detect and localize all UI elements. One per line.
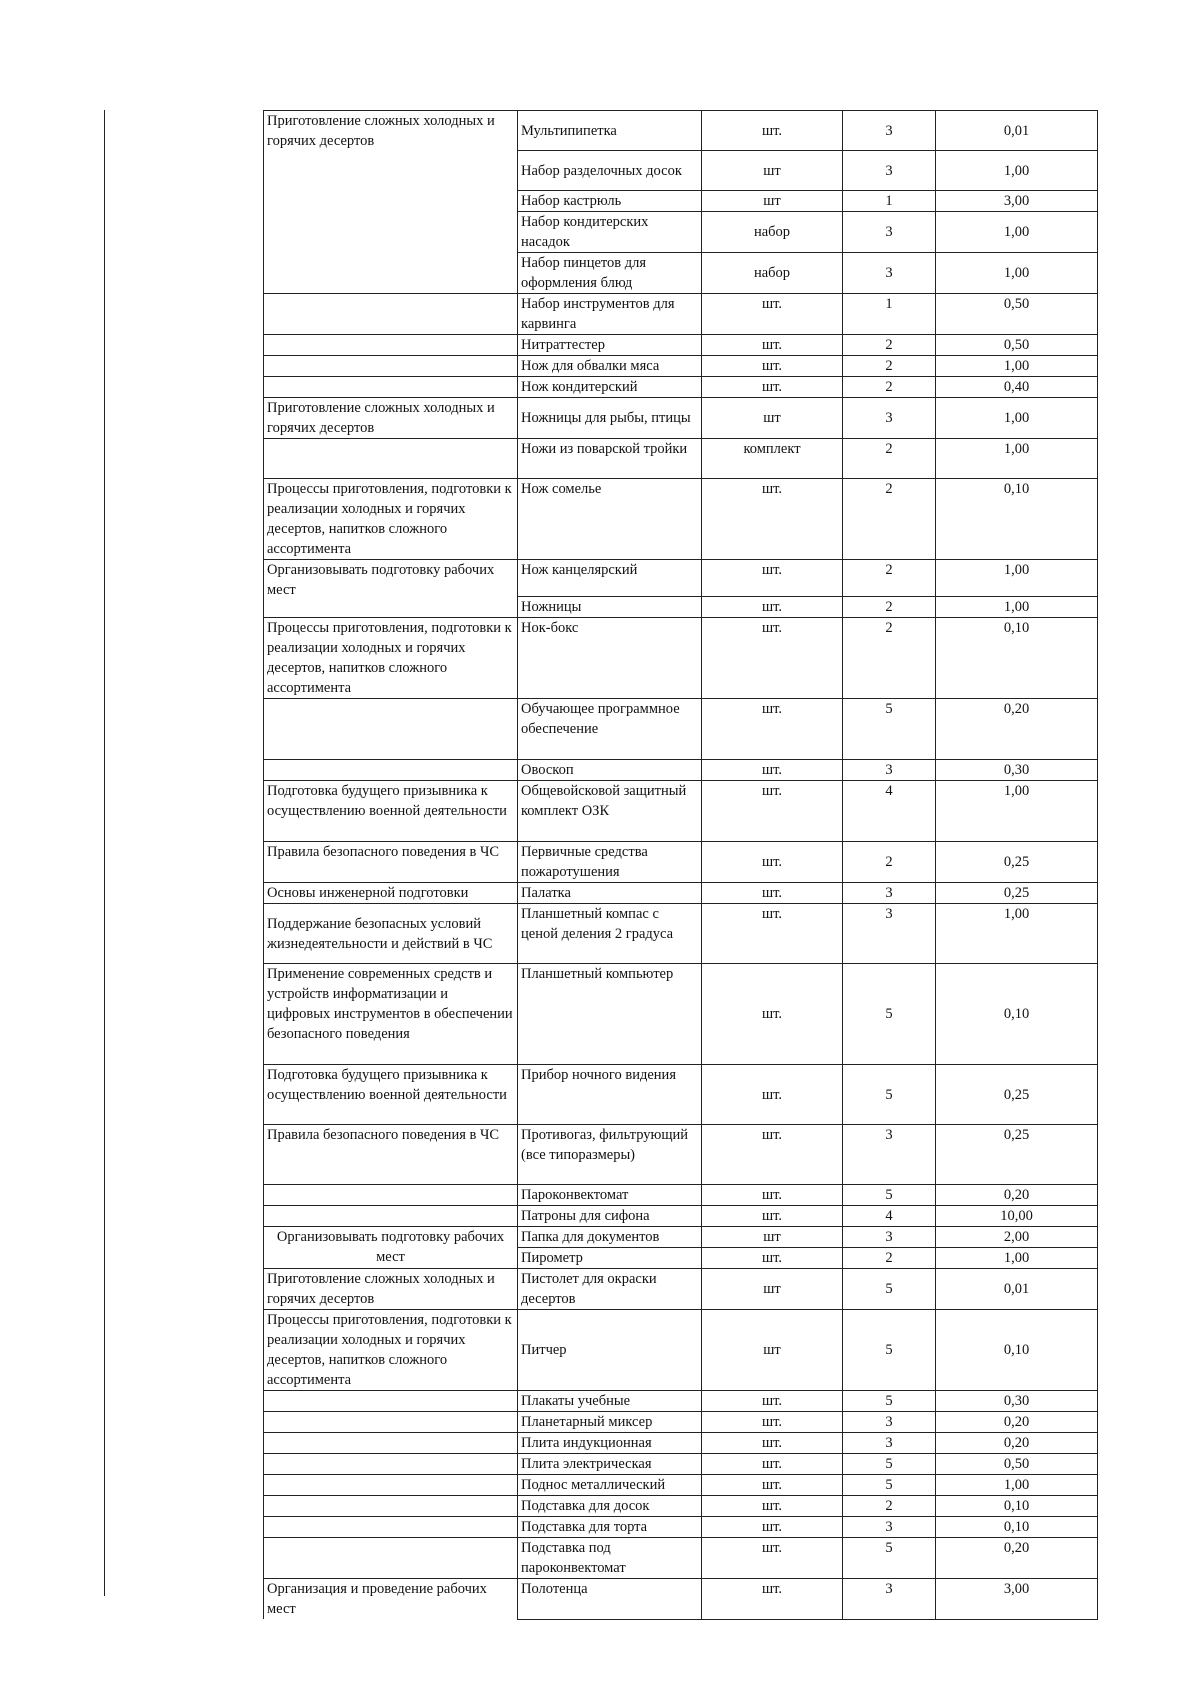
item-name-cell: Нож кондитерский xyxy=(518,377,702,398)
item-name-cell: Противогаз, фильтрующий (все типоразмеры) xyxy=(518,1125,702,1185)
quantity-cell: 3 xyxy=(843,883,936,904)
quantity-cell: 2 xyxy=(843,335,936,356)
item-name-cell: Прибор ночного видения xyxy=(518,1065,702,1125)
unit-cell: шт. xyxy=(702,377,843,398)
item-name-cell: Пароконвектомат xyxy=(518,1185,702,1206)
unit-cell: шт. xyxy=(702,1517,843,1538)
coefficient-cell: 1,00 xyxy=(936,253,1098,294)
unit-cell: шт. xyxy=(702,618,843,699)
unit-cell: шт. xyxy=(702,560,843,597)
coefficient-cell: 0,10 xyxy=(936,479,1098,560)
quantity-cell: 5 xyxy=(843,1310,936,1391)
quantity-cell: 3 xyxy=(843,151,936,191)
table-row xyxy=(264,294,1098,335)
item-name-cell: Планшетный компас с ценой деления 2 градуса xyxy=(518,904,702,964)
table-row xyxy=(264,618,1098,699)
unit-cell: шт xyxy=(702,151,843,191)
table-row xyxy=(264,439,1098,479)
section-cell xyxy=(264,335,518,356)
unit-cell: шт. xyxy=(702,842,843,883)
coefficient-cell: 1,00 xyxy=(936,439,1098,479)
quantity-cell: 5 xyxy=(843,1065,936,1125)
unit-cell: шт xyxy=(702,398,843,439)
table-row xyxy=(264,377,1098,398)
coefficient-cell: 0,25 xyxy=(936,1065,1098,1125)
item-name-cell: Нитраттестер xyxy=(518,335,702,356)
unit-cell: шт xyxy=(702,1310,843,1391)
section-cell xyxy=(264,1454,518,1475)
section-cell xyxy=(264,1185,518,1206)
quantity-cell: 2 xyxy=(843,356,936,377)
item-name-cell: Патроны для сифона xyxy=(518,1206,702,1227)
coefficient-cell: 0,10 xyxy=(936,964,1098,1065)
unit-cell: шт. xyxy=(702,883,843,904)
coefficient-cell: 1,00 xyxy=(936,1475,1098,1496)
unit-cell: шт. xyxy=(702,1433,843,1454)
unit-cell: шт. xyxy=(702,479,843,560)
section-cell: Организовывать подготовку рабочих мест xyxy=(264,560,518,618)
quantity-cell: 4 xyxy=(843,1206,936,1227)
item-name-cell: Общевойсковой защитный комплект ОЗК xyxy=(518,781,702,842)
coefficient-cell: 1,00 xyxy=(936,904,1098,964)
unit-cell: комплект xyxy=(702,439,843,479)
table-row xyxy=(264,904,1098,964)
section-cell xyxy=(264,1496,518,1517)
table-row xyxy=(264,1391,1098,1412)
unit-cell: шт. xyxy=(702,111,843,151)
table-row xyxy=(264,560,1098,597)
quantity-cell: 3 xyxy=(843,1433,936,1454)
section-cell: Организация и проведение рабочих мест xyxy=(264,1579,518,1620)
section-cell: Подготовка будущего призывника к осуществлению военной деятельности xyxy=(264,781,518,842)
quantity-cell: 3 xyxy=(843,904,936,964)
coefficient-cell: 1,00 xyxy=(936,398,1098,439)
section-cell: Правила безопасного поведения в ЧС xyxy=(264,842,518,883)
section-cell xyxy=(264,1517,518,1538)
section-cell xyxy=(264,356,518,377)
item-name-cell: Планшетный компьютер xyxy=(518,964,702,1065)
section-cell xyxy=(264,1412,518,1433)
coefficient-cell: 1,00 xyxy=(936,356,1098,377)
unit-cell: шт. xyxy=(702,760,843,781)
item-name-cell: Подставка под пароконвектомат xyxy=(518,1538,702,1579)
table-row xyxy=(264,1412,1098,1433)
item-name-cell: Плита электрическая xyxy=(518,1454,702,1475)
section-cell xyxy=(264,294,518,335)
table-row xyxy=(264,1310,1098,1391)
quantity-cell: 2 xyxy=(843,560,936,597)
coefficient-cell: 0,50 xyxy=(936,335,1098,356)
quantity-cell: 2 xyxy=(843,597,936,618)
quantity-cell: 2 xyxy=(843,377,936,398)
table-row xyxy=(264,1538,1098,1579)
coefficient-cell: 0,25 xyxy=(936,883,1098,904)
table-row xyxy=(264,479,1098,560)
section-cell xyxy=(264,1206,518,1227)
item-name-cell: Ножи из поварской тройки xyxy=(518,439,702,479)
quantity-cell: 2 xyxy=(843,1248,936,1269)
coefficient-cell: 0,20 xyxy=(936,699,1098,760)
quantity-cell: 5 xyxy=(843,1538,936,1579)
section-cell xyxy=(264,760,518,781)
section-cell: Процессы приготовления, подготовки к реализации холодных и горячих десертов, напитков сложного ассортимента xyxy=(264,1310,518,1391)
table-row xyxy=(264,1227,1098,1248)
item-name-cell: Питчер xyxy=(518,1310,702,1391)
section-cell xyxy=(264,1538,518,1579)
section-cell: Правила безопасного поведения в ЧС xyxy=(264,1125,518,1185)
table-row xyxy=(264,1579,1098,1620)
item-name-cell: Овоскоп xyxy=(518,760,702,781)
item-name-cell: Плакаты учебные xyxy=(518,1391,702,1412)
item-name-cell: Первичные средства пожаротушения xyxy=(518,842,702,883)
coefficient-cell: 1,00 xyxy=(936,781,1098,842)
table-row xyxy=(264,1433,1098,1454)
table-row xyxy=(264,398,1098,439)
unit-cell: шт. xyxy=(702,781,843,842)
unit-cell: шт. xyxy=(702,1412,843,1433)
table-row xyxy=(264,111,1098,151)
coefficient-cell: 1,00 xyxy=(936,1248,1098,1269)
unit-cell: шт. xyxy=(702,1454,843,1475)
section-cell: Поддержание безопасных условий жизнедеятельности и действий в ЧС xyxy=(264,904,518,964)
quantity-cell: 1 xyxy=(843,294,936,335)
table-row xyxy=(264,1269,1098,1310)
table-row xyxy=(264,1125,1098,1185)
quantity-cell: 3 xyxy=(843,398,936,439)
section-cell: Процессы приготовления, подготовки к реализации холодных и горячих десертов, напитков сложного ассортимента xyxy=(264,479,518,560)
item-name-cell: Полотенца xyxy=(518,1579,702,1620)
item-name-cell: Палатка xyxy=(518,883,702,904)
quantity-cell: 5 xyxy=(843,699,936,760)
item-name-cell: Подставка для досок xyxy=(518,1496,702,1517)
coefficient-cell: 0,10 xyxy=(936,618,1098,699)
coefficient-cell: 0,25 xyxy=(936,842,1098,883)
unit-cell: шт. xyxy=(702,356,843,377)
item-name-cell: Нож для обвалки мяса xyxy=(518,356,702,377)
item-name-cell: Обучающее программное обеспечение xyxy=(518,699,702,760)
quantity-cell: 5 xyxy=(843,1269,936,1310)
unit-cell: набор xyxy=(702,212,843,253)
table-row xyxy=(264,1475,1098,1496)
unit-cell: шт. xyxy=(702,1579,843,1620)
coefficient-cell: 10,00 xyxy=(936,1206,1098,1227)
section-cell: Процессы приготовления, подготовки к реализации холодных и горячих десертов, напитков сложного ассортимента xyxy=(264,618,518,699)
quantity-cell: 5 xyxy=(843,1185,936,1206)
coefficient-cell: 0,30 xyxy=(936,1391,1098,1412)
table-row xyxy=(264,335,1098,356)
unit-cell: шт. xyxy=(702,1185,843,1206)
section-cell: Организовывать подготовку рабочих мест xyxy=(264,1227,518,1269)
table-row xyxy=(264,964,1098,1065)
section-cell xyxy=(264,1433,518,1454)
quantity-cell: 3 xyxy=(843,1412,936,1433)
quantity-cell: 2 xyxy=(843,1496,936,1517)
item-name-cell: Плита индукционная xyxy=(518,1433,702,1454)
quantity-cell: 3 xyxy=(843,212,936,253)
unit-cell: шт. xyxy=(702,597,843,618)
table-row xyxy=(264,883,1098,904)
quantity-cell: 5 xyxy=(843,964,936,1065)
coefficient-cell: 0,20 xyxy=(936,1433,1098,1454)
item-name-cell: Пистолет для окраски десертов xyxy=(518,1269,702,1310)
table-row xyxy=(264,760,1098,781)
unit-cell: шт. xyxy=(702,294,843,335)
coefficient-cell: 0,30 xyxy=(936,760,1098,781)
coefficient-cell: 0,10 xyxy=(936,1517,1098,1538)
unit-cell: шт. xyxy=(702,1496,843,1517)
quantity-cell: 3 xyxy=(843,1125,936,1185)
section-cell: Приготовление сложных холодных и горячих десертов xyxy=(264,398,518,439)
unit-cell: шт. xyxy=(702,335,843,356)
quantity-cell: 5 xyxy=(843,1391,936,1412)
unit-cell: шт. xyxy=(702,1248,843,1269)
coefficient-cell: 0,01 xyxy=(936,111,1098,151)
coefficient-cell: 0,50 xyxy=(936,1454,1098,1475)
unit-cell: шт xyxy=(702,1269,843,1310)
table-row xyxy=(264,1496,1098,1517)
table-row xyxy=(264,842,1098,883)
item-name-cell: Набор кастрюль xyxy=(518,191,702,212)
unit-cell: шт. xyxy=(702,964,843,1065)
item-name-cell: Подставка для торта xyxy=(518,1517,702,1538)
coefficient-cell: 3,00 xyxy=(936,191,1098,212)
item-name-cell: Ножницы для рыбы, птицы xyxy=(518,398,702,439)
section-cell: Применение современных средств и устройств информатизации и цифровых инструментов в обеспечении безопасного поведения xyxy=(264,964,518,1065)
quantity-cell: 5 xyxy=(843,1475,936,1496)
quantity-cell: 3 xyxy=(843,1579,936,1620)
coefficient-cell: 0,40 xyxy=(936,377,1098,398)
table-row xyxy=(264,1065,1098,1125)
unit-cell: шт xyxy=(702,191,843,212)
table-row xyxy=(264,1185,1098,1206)
section-cell: Приготовление сложных холодных и горячих десертов xyxy=(264,111,518,294)
unit-cell: набор xyxy=(702,253,843,294)
item-name-cell: Пирометр xyxy=(518,1248,702,1269)
coefficient-cell: 0,20 xyxy=(936,1538,1098,1579)
item-name-cell: Нок-бокс xyxy=(518,618,702,699)
unit-cell: шт. xyxy=(702,1475,843,1496)
coefficient-cell: 1,00 xyxy=(936,560,1098,597)
coefficient-cell: 0,25 xyxy=(936,1125,1098,1185)
coefficient-cell: 0,20 xyxy=(936,1185,1098,1206)
unit-cell: шт. xyxy=(702,904,843,964)
item-name-cell: Набор разделочных досок xyxy=(518,151,702,191)
item-name-cell: Нож сомелье xyxy=(518,479,702,560)
quantity-cell: 3 xyxy=(843,1517,936,1538)
item-name-cell: Ножницы xyxy=(518,597,702,618)
item-name-cell: Набор пинцетов для оформления блюд xyxy=(518,253,702,294)
item-name-cell: Папка для документов xyxy=(518,1227,702,1248)
coefficient-cell: 0,01 xyxy=(936,1269,1098,1310)
section-cell: Приготовление сложных холодных и горячих десертов xyxy=(264,1269,518,1310)
item-name-cell: Мультипипетка xyxy=(518,111,702,151)
unit-cell: шт. xyxy=(702,1125,843,1185)
quantity-cell: 3 xyxy=(843,253,936,294)
coefficient-cell: 0,50 xyxy=(936,294,1098,335)
section-cell xyxy=(264,1391,518,1412)
table-row xyxy=(264,356,1098,377)
table-row xyxy=(264,781,1098,842)
left-margin-line xyxy=(104,110,105,1596)
equipment-table-body xyxy=(264,111,1098,1620)
unit-cell: шт xyxy=(702,1227,843,1248)
unit-cell: шт. xyxy=(702,1065,843,1125)
item-name-cell: Набор кондитерских насадок xyxy=(518,212,702,253)
quantity-cell: 3 xyxy=(843,111,936,151)
coefficient-cell: 0,10 xyxy=(936,1310,1098,1391)
coefficient-cell: 1,00 xyxy=(936,151,1098,191)
item-name-cell: Планетарный миксер xyxy=(518,1412,702,1433)
quantity-cell: 4 xyxy=(843,781,936,842)
section-cell xyxy=(264,699,518,760)
quantity-cell: 2 xyxy=(843,618,936,699)
quantity-cell: 3 xyxy=(843,1227,936,1248)
section-cell xyxy=(264,439,518,479)
table-row xyxy=(264,1206,1098,1227)
quantity-cell: 2 xyxy=(843,842,936,883)
item-name-cell: Поднос металлический xyxy=(518,1475,702,1496)
quantity-cell: 3 xyxy=(843,760,936,781)
equipment-table xyxy=(263,110,1098,1620)
table-row xyxy=(264,1517,1098,1538)
coefficient-cell: 0,20 xyxy=(936,1412,1098,1433)
quantity-cell: 1 xyxy=(843,191,936,212)
unit-cell: шт. xyxy=(702,1538,843,1579)
coefficient-cell: 1,00 xyxy=(936,597,1098,618)
section-cell: Подготовка будущего призывника к осуществлению военной деятельности xyxy=(264,1065,518,1125)
coefficient-cell: 0,10 xyxy=(936,1496,1098,1517)
unit-cell: шт. xyxy=(702,1391,843,1412)
table-row xyxy=(264,699,1098,760)
section-cell xyxy=(264,1475,518,1496)
section-cell xyxy=(264,377,518,398)
unit-cell: шт. xyxy=(702,699,843,760)
coefficient-cell: 2,00 xyxy=(936,1227,1098,1248)
item-name-cell: Нож канцелярский xyxy=(518,560,702,597)
table-row xyxy=(264,1454,1098,1475)
quantity-cell: 2 xyxy=(843,439,936,479)
quantity-cell: 5 xyxy=(843,1454,936,1475)
section-cell: Основы инженерной подготовки xyxy=(264,883,518,904)
unit-cell: шт. xyxy=(702,1206,843,1227)
quantity-cell: 2 xyxy=(843,479,936,560)
coefficient-cell: 3,00 xyxy=(936,1579,1098,1620)
coefficient-cell: 1,00 xyxy=(936,212,1098,253)
item-name-cell: Набор инструментов для карвинга xyxy=(518,294,702,335)
